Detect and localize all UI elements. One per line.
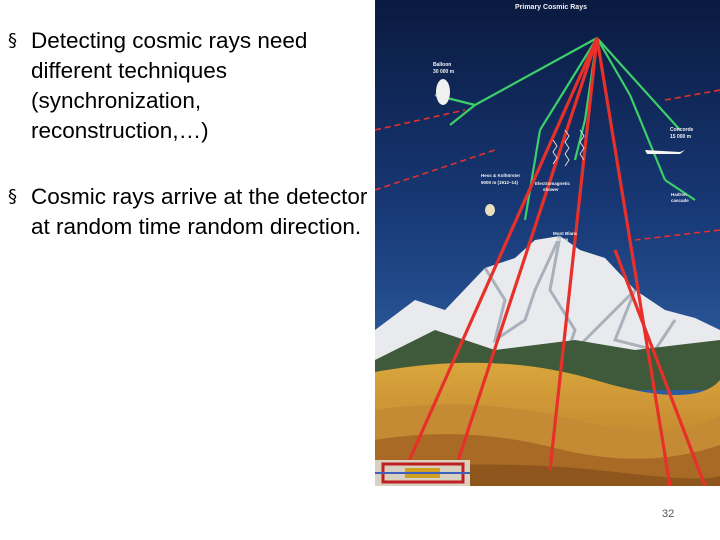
svg-text:Hess & Kolhörster: Hess & Kolhörster	[481, 173, 521, 178]
bullet-marker-icon: §	[8, 186, 17, 207]
bullet-marker-icon: §	[8, 30, 17, 51]
svg-text:9000 m (1912–14): 9000 m (1912–14)	[481, 180, 519, 185]
page-number: 32	[662, 508, 675, 520]
bullet-item	[8, 182, 368, 242]
detector-icon	[375, 460, 470, 486]
cosmic-ray-illustration	[375, 0, 720, 486]
balloon-icon	[436, 79, 450, 105]
bullet-text: Cosmic rays arrive at the detector at random time random direction.	[31, 184, 368, 239]
svg-text:cascade: cascade	[671, 198, 689, 203]
svg-text:15 000 m: 15 000 m	[670, 134, 692, 140]
svg-text:Electromagnetic: Electromagnetic	[535, 181, 571, 186]
svg-text:Hadron: Hadron	[671, 192, 687, 197]
svg-text:shower: shower	[543, 187, 559, 192]
svg-text:4807 m: 4807 m	[553, 237, 569, 242]
svg-text:Mont Blanc: Mont Blanc	[553, 231, 578, 236]
bullet-list	[8, 26, 368, 278]
figure-title: Primary Cosmic Rays	[515, 4, 587, 11]
bullet-text: Detecting cosmic rays need different techniques (synchronization, reconstruction,…)	[31, 28, 308, 143]
bullet-item	[8, 26, 368, 146]
svg-text:30 000 m: 30 000 m	[433, 69, 455, 75]
svg-text:Concorde: Concorde	[670, 127, 694, 133]
svg-text:Balloon: Balloon	[433, 62, 452, 68]
hess-balloon-icon	[485, 204, 495, 216]
